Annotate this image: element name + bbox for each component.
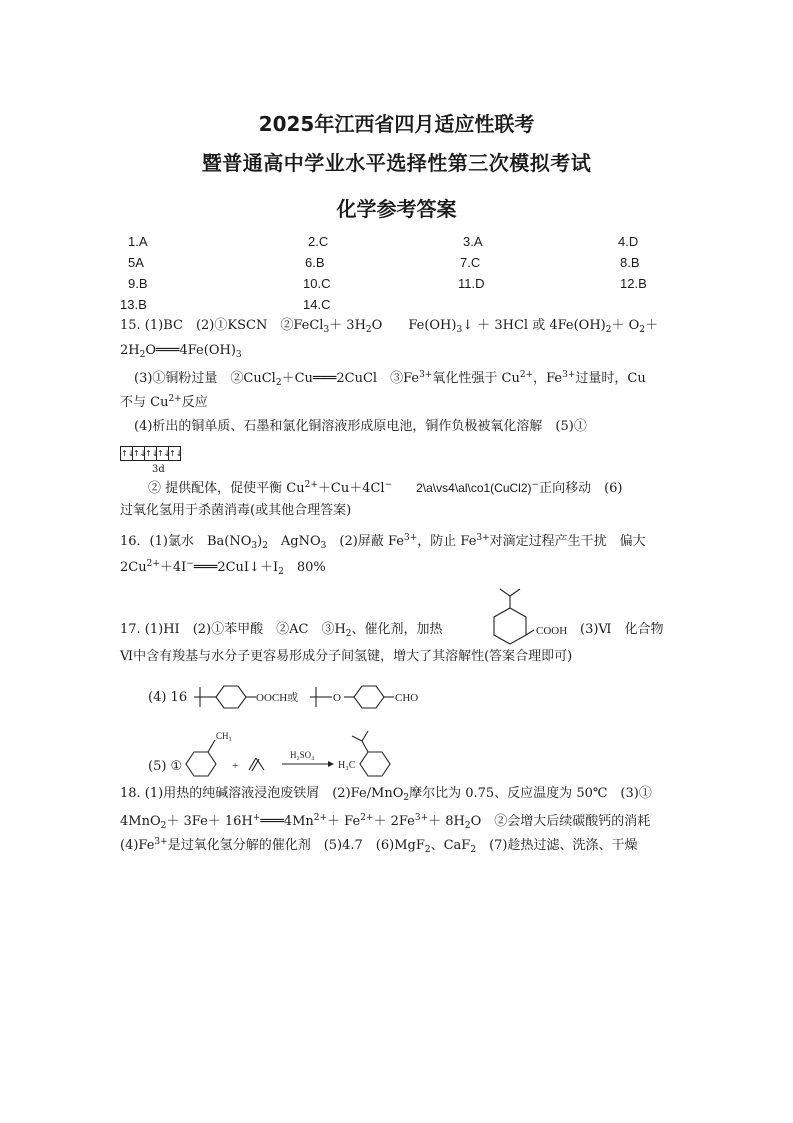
plus-sign: + <box>232 760 239 772</box>
friedel-crafts-reaction-scheme <box>180 725 430 785</box>
cyclohexane-carboxylic-acid-structure <box>478 586 588 656</box>
q15-line-6: ② 提供配体，促使平衡 $Cu^{2+}+Cu+4Cl^-$ 2\a\vs4\al\co1(CuCl2)−正向移动 (6) <box>148 480 623 496</box>
catalyst-label: H₂SO₄ <box>290 750 315 760</box>
mc-answer: 13.B <box>120 297 147 312</box>
structure-bonds <box>494 589 534 644</box>
q15-line-1: 15. (1)BC (2)①KSCN ②FeCl$_3$＋ $3H_2O$ $Fe(OH)_3↓ + 3HCl$ 或 $4Fe(OH)_2+ O_2+$ <box>120 318 659 335</box>
orbital-box: ↑↓ <box>144 446 156 461</box>
cho-label: CHO <box>395 692 419 704</box>
mc-answer: 8.B <box>620 255 640 270</box>
ch3-label: CH₃ <box>216 731 232 741</box>
mc-answer: 6.B <box>305 255 325 270</box>
mc-answer: 5A <box>128 255 144 270</box>
mc-answer: 2.C <box>308 234 329 249</box>
mc-answer: 12.B <box>620 276 647 291</box>
q15-line-3: (3)①铜粉过量 ②CuCl$_2$＋Cu═══2CuCl $③Fe^{3+}$氧化性强于 $Cu^{2+}$，$Fe^{3+}$过量时，Cu <box>134 370 646 388</box>
q17-part4-number: (4) 16 <box>148 690 188 705</box>
q17-line-1: 17. (1)HI (2)①苯甲酸 ②AC $③H_2$、催化剂，加热 <box>120 622 443 639</box>
mc-answer: 11.D <box>458 276 485 291</box>
mc-answer: 10.C <box>303 276 331 291</box>
mc-answer: 4.D <box>618 234 639 249</box>
orbital-box: ↑↓ <box>156 446 168 461</box>
orbital-box: ↑↓ <box>120 446 132 461</box>
exam-subtitle: 暨普通高中学业水平选择性第三次模拟考试 <box>201 151 592 175</box>
isomer-structures <box>192 677 472 717</box>
h3c-label: H₃C <box>338 760 356 771</box>
q16-line-2: $2Cu^{2+}+4I^-═══2CuI↓+I_2$ 80% <box>120 559 326 577</box>
3d-orbital-diagram <box>120 446 181 461</box>
q16-line-1: 16．(1)氯水 $Ba(NO_3)_2$ AgNO$_3$ (2)屏蔽 $Fe^{3+}$，防止 $Fe^{3+}$对滴定过程产生干扰 偏大 <box>120 533 646 551</box>
exam-title: 2025年江西省四月适应性联考 <box>258 112 535 136</box>
ether-o-label: O <box>333 692 341 704</box>
q18-line-1: 18. (1)用热的纯碱溶液浸泡废铁屑 (2)Fe/MnO$_2$摩尔比为 0.75、反应温度为 50℃ (3)① <box>120 786 652 803</box>
mc-answer: 3.A <box>463 234 483 249</box>
mc-answer: 9.B <box>128 276 148 291</box>
q15-line-4: 不与 $Cu^{2+}$反应 <box>120 394 208 410</box>
q17-part5-number: (5) ① <box>148 759 183 774</box>
q18-line-3: $(4)Fe^{3+}$是过氧化氢分解的催化剂 (5)4.7 (6)MgF$_2$、CaF$_2$ (7)趁热过滤、洗涤、干燥 <box>120 837 638 855</box>
q17-line-2: Ⅵ中含有羧基与水分子更容易形成分子间氢键，增大了其溶解性(答案合理即可) <box>120 649 573 664</box>
mc-answer: 14.C <box>303 297 331 312</box>
q15-line-7: 过氧化氢用于杀菌消毒(或其他合理答案) <box>120 503 352 518</box>
q15-line-5: (4)析出的铜单质、石墨和氯化铜溶液形成原电池，铜作负极被氧化溶解 (5)① <box>134 419 587 434</box>
cooh-label: COOH <box>536 625 568 637</box>
orbital-box: ↑↓ <box>132 446 144 461</box>
orbital-label: 3d <box>152 464 165 475</box>
ooch-label: OOCH或 <box>256 692 299 704</box>
q17-line-1-end: (3)Ⅵ 化合物 <box>580 622 664 637</box>
q15-line-2: $2H_2O═══4Fe(OH)_3$ <box>120 343 242 360</box>
orbital-box: ↑↓ <box>168 446 181 461</box>
q18-line-2: $4MnO_2+ 3Fe+ 16H^+═══4Mn^{2+}+ Fe^{2+}+ 2Fe^{3+}+ 8H_2O$ ②会增大后续碳酸钙的消耗 <box>120 813 651 831</box>
answer-key-title: 化学参考答案 <box>336 197 457 221</box>
mc-answer: 7.C <box>460 255 481 270</box>
mc-answer: 1.A <box>128 234 148 249</box>
